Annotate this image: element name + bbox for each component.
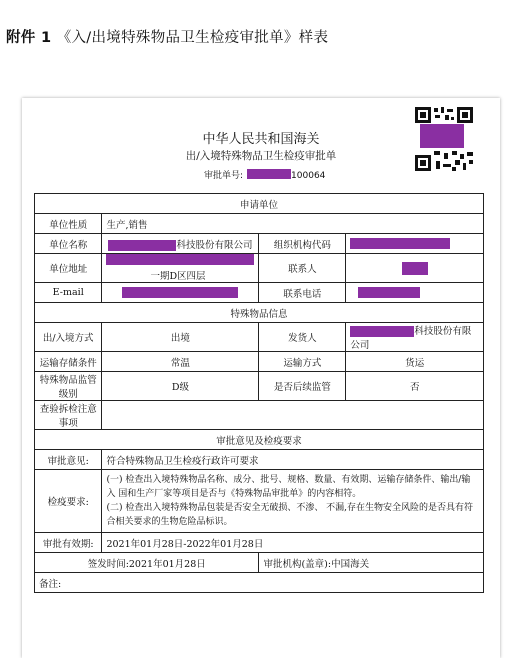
consignor-label: 发货人 [259,323,346,352]
storage-label: 运输存储条件 [35,352,102,372]
section-opinion: 审批意见及检疫要求 [35,430,484,450]
document-number-label: 审批单号: [204,171,244,181]
redaction-bar [106,254,254,265]
qr-code-icon [414,106,474,172]
direction-label: 出/入境方式 [35,323,102,352]
contact-cell [346,254,484,283]
inspection-label: 查验拆检注意事项 [35,401,102,430]
table-row [35,234,484,254]
table-row [35,323,484,352]
table-row [35,283,484,303]
followup-label: 是否后续监管 [259,372,346,401]
section-item: 特殊物品信息 [35,303,484,323]
document-title: 中华人民共和国海关 [202,132,320,147]
table-row [35,573,484,593]
document-number [204,168,325,181]
remark-label: 备注: [35,573,484,593]
org-code-cell [346,234,484,254]
redaction-bar [402,262,428,275]
heading-annex: 附件 1 [6,30,52,46]
unit-name-cell [102,234,259,254]
consignor-cell [346,323,484,352]
issue-cell [35,553,259,573]
section-applicant: 申请单位 [35,194,484,214]
phone-label: 联系电话 [259,283,346,303]
redaction-bar [358,287,420,298]
unit-name-label: 单位名称 [35,234,102,254]
email-cell [102,283,259,303]
transport-label: 运输方式 [259,352,346,372]
section-row [35,303,484,323]
address-cell [102,254,259,283]
address-suffix: 一期D区四层 [150,271,206,282]
issue-label: 签发时间: [87,558,129,570]
contact-label: 联系人 [259,254,346,283]
table-row [35,450,484,470]
redaction-bar [350,238,450,249]
validity-label: 审批有效期: [35,533,102,553]
table-row [35,352,484,372]
table-row [35,470,484,533]
storage-value: 常温 [102,352,259,372]
email-label: E-mail [35,283,102,303]
unit-nature-label: 单位性质 [35,214,102,234]
redaction-bar [247,169,291,179]
address-label: 单位地址 [35,254,102,283]
table-row [35,553,484,573]
quarantine-value [102,470,484,533]
quarantine-label: 检疫要求: [35,470,102,533]
section-row [35,430,484,450]
unit-name-suffix: 科技股份有限公司 [176,239,253,251]
approval-opinion-label: 审批意见: [35,450,102,470]
unit-nature-value: 生产,销售 [102,214,484,234]
phone-cell [346,283,484,303]
org-code-label: 组织机构代码 [259,234,346,254]
quarantine-line-1: (一) 检查出入境特殊物品名称、成分、批号、规格、数量、有效期、运输存储条件、输出/输入 国和生产厂家等项目是否与《特殊物品审批单》的内容相符。 [106,475,471,499]
inspection-value [102,401,484,430]
direction-value: 出境 [102,323,259,352]
authority-cell [259,553,484,573]
transport-value: 货运 [346,352,484,372]
redaction-bar [108,240,176,251]
approval-document [22,98,500,658]
redaction-bar [350,326,414,337]
page-heading [6,26,328,47]
level-label: 特殊物品监管级别 [35,372,102,401]
table-row [35,214,484,234]
consignor-suffix: 科技股份有限公司 [350,326,472,351]
issue-value: 2021年01月28日 [128,558,206,570]
table-row [35,533,484,553]
validity-value: 2021年01月28日-2022年01月28日 [102,533,484,553]
document-subtitle: 出/入境特殊物品卫生检疫审批单 [185,150,337,162]
approval-opinion-value: 符合特殊物品卫生检疫行政许可要求 [102,450,484,470]
table-row [35,372,484,401]
table-row [35,254,484,283]
followup-value: 否 [346,372,484,401]
authority-value: 中国海关 [331,558,370,570]
authority-label: 审批机构(盖章): [263,558,332,570]
document-number-suffix: 100064 [291,171,326,181]
quarantine-line-2: (二) 检查出入境特殊物品包装是否安全无破损、不渗、 不漏,存在生物安全风险的是否具有符合相关要求的生物危险品标识。 [106,503,474,527]
section-row [35,194,484,214]
approval-form-table [34,193,484,593]
heading-title: 《入/出境特殊物品卫生检疫审批单》样表 [56,30,329,46]
level-value: D级 [102,372,259,401]
redaction-bar [122,287,238,298]
table-row [35,401,484,430]
